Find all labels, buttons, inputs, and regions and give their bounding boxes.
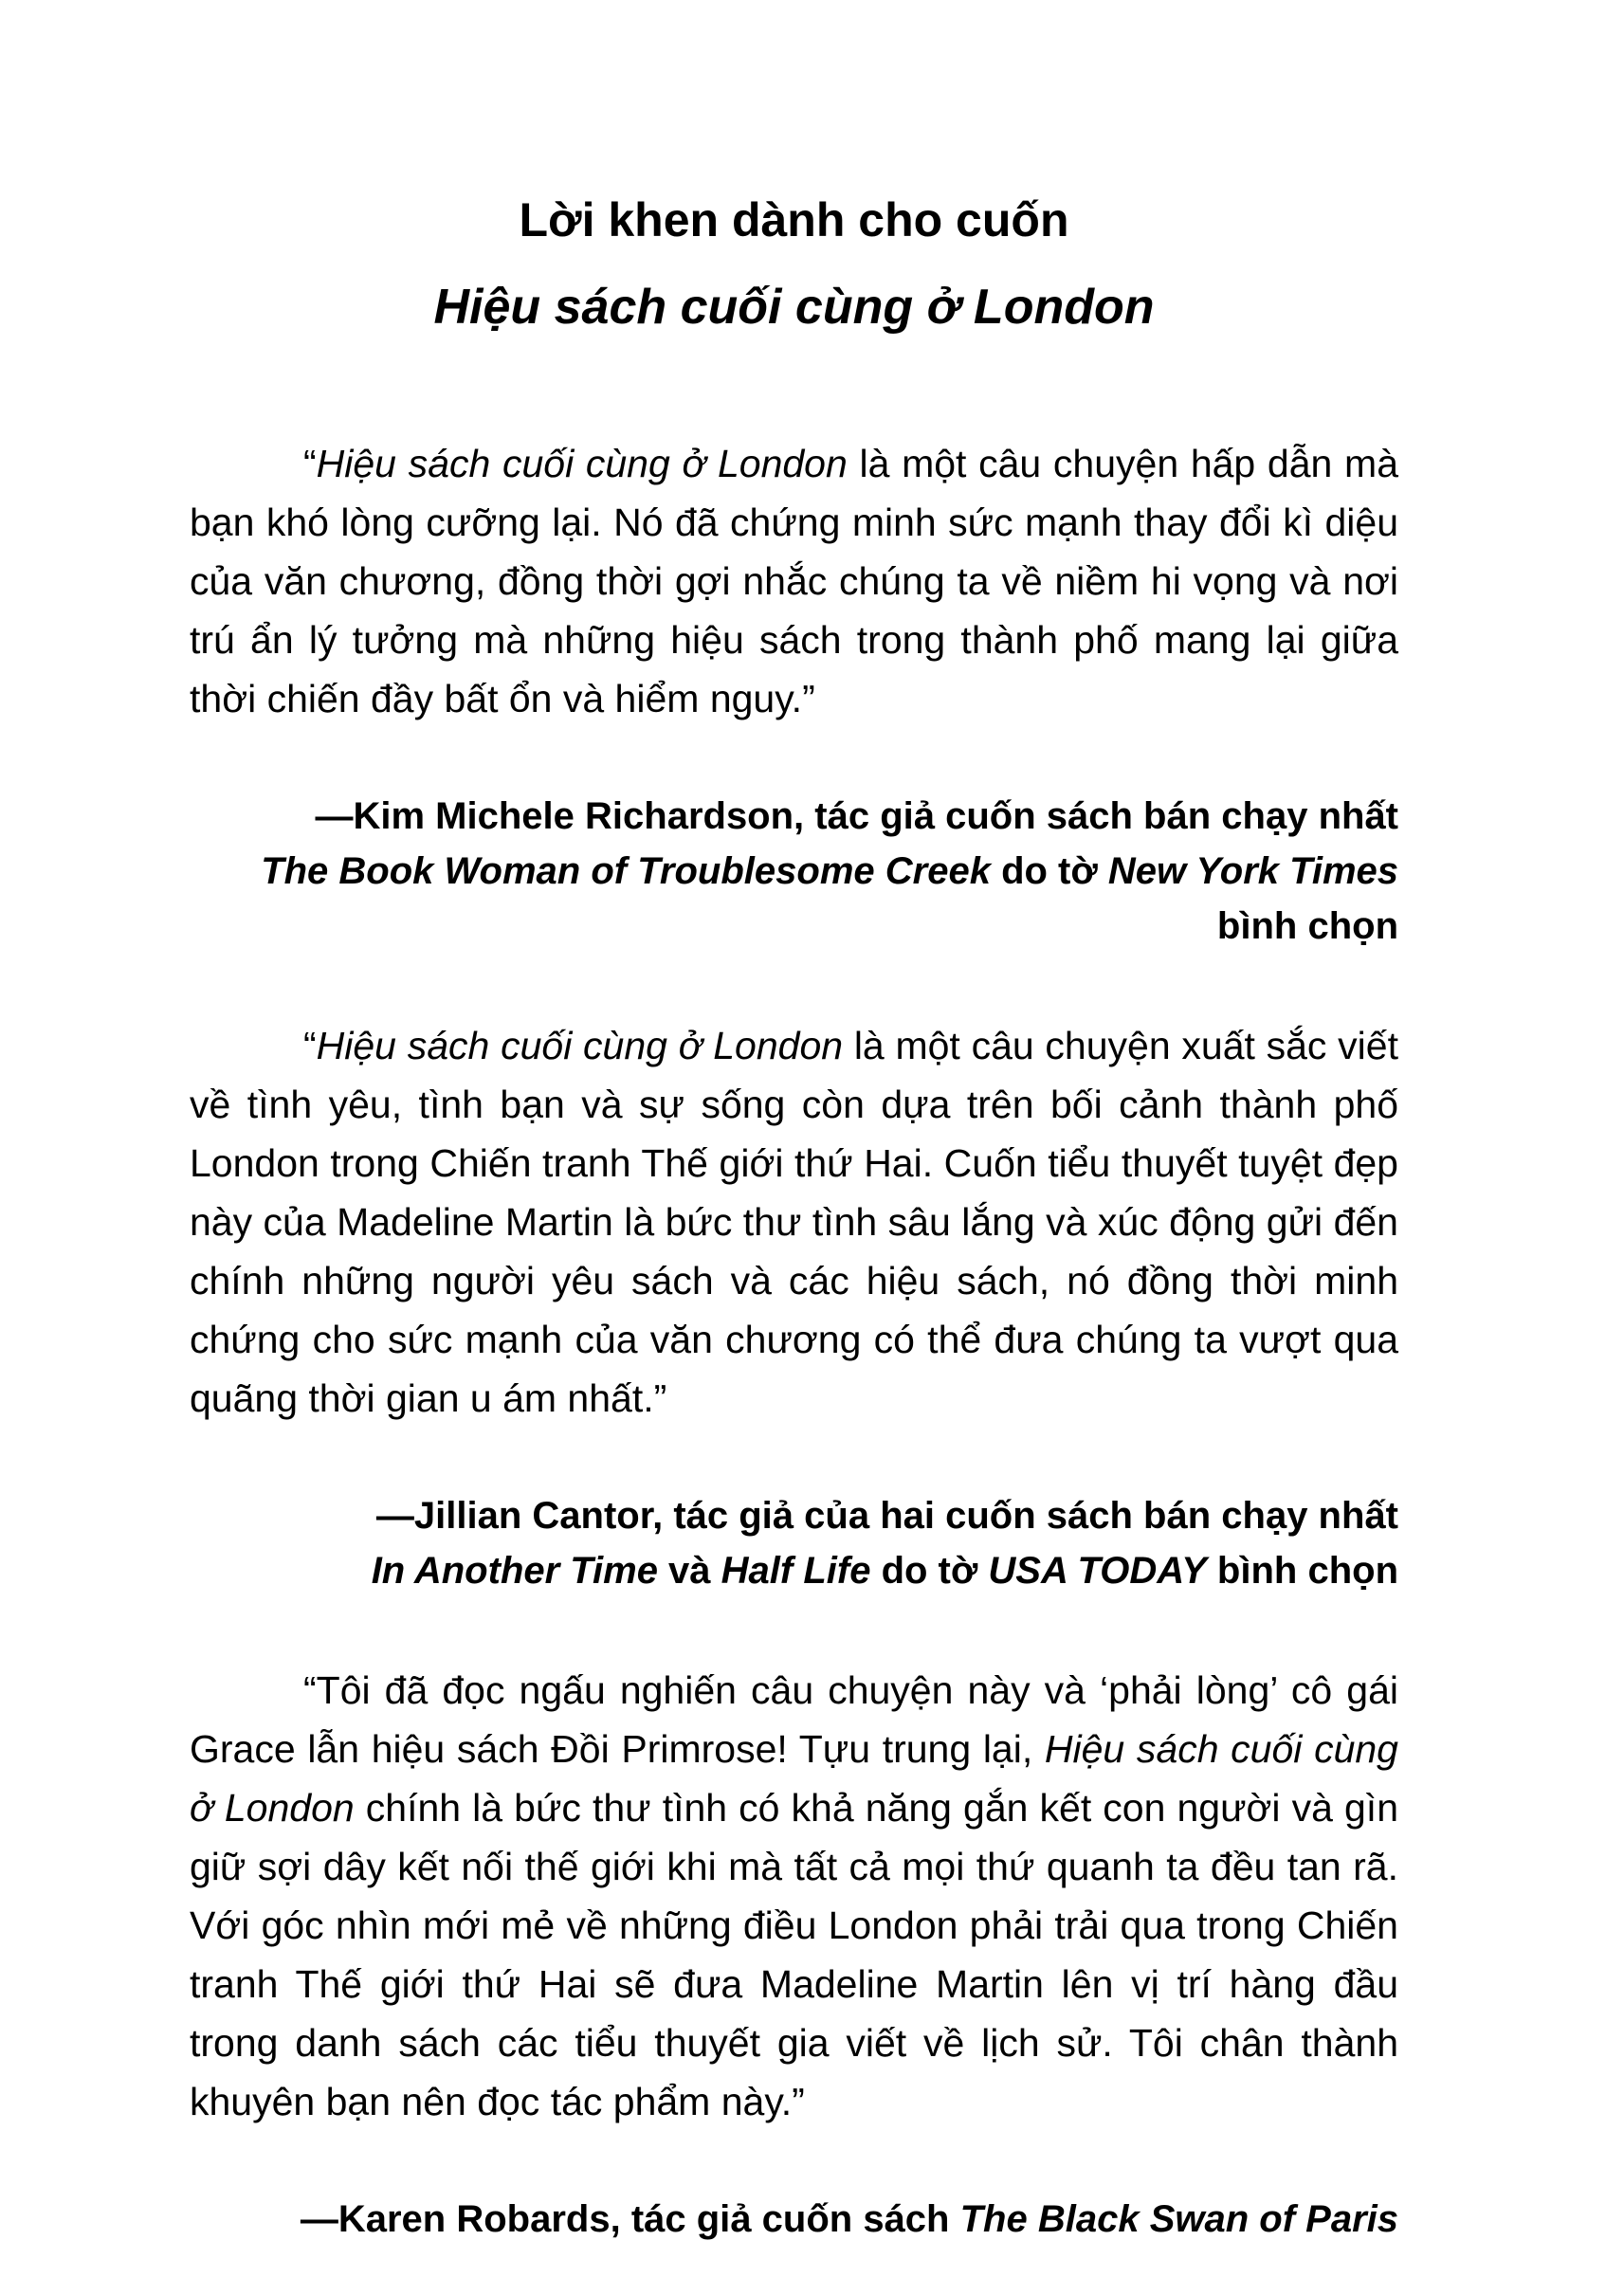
quote-block-1: [190, 434, 1398, 954]
page-title-line2-book-name: Hiệu sách cuối cùng ở London: [433, 280, 1155, 335]
quote-attribution-3: —Karen Robards, tác giả cuốn sách The Black Swan of Paris: [300, 2198, 1398, 2240]
page-title: [190, 190, 1398, 337]
quote-block-3: [190, 1661, 1398, 2247]
quote-paragraph-2: “Hiệu sách cuối cùng ở London là một câu chuyện xuất sắc viết về tình yêu, tình bạn và sự sống còn dựa trên bối cảnh thành phố London trong Chiến tranh Thế giới thứ Hai. Cuốn tiểu thuyết tuyệt đẹp này của Madeline Martin là bức thư tình sâu lắng và xúc động gửi đến chính những người yêu sách và các hiệu sách, nó đồng thời minh chứng cho sức mạnh của văn chương có thể đưa chúng ta vượt qua quãng thời gian u ám nhất.”: [190, 1024, 1398, 1420]
quote-attribution-2: —Jillian Cantor, tác giả của hai cuốn sách bán chạy nhất In Another Time và Half Life do tờ USA TODAY bình chọn: [371, 1495, 1398, 1592]
quote-block-2: [190, 1016, 1398, 1598]
quote-paragraph-3: “Tôi đã đọc ngấu nghiến câu chuyện này và ‘phải lòng’ cô gái Grace lẫn hiệu sách Đồi Primrose! Tựu trung lại, Hiệu sách cuối cùng ở London chính là bức thư tình có khả năng gắn kết con người và gìn giữ sợi dây kết nối thế giới khi mà tất cả mọi thứ quanh ta đều tan rã. Với góc nhìn mới mẻ về những điều London phải trải qua trong Chiến tranh Thế giới thứ Hai sẽ đưa Madeline Martin lên vị trí hàng đầu trong danh sách các tiểu thuyết gia viết về lịch sử. Tôi chân thành khuyên bạn nên đọc tác phẩm này.”: [190, 1668, 1398, 2123]
quote-attribution-1: —Kim Michele Richardson, tác giả cuốn sách bán chạy nhất The Book Woman of Troublesome Creek do tờ New York Times bình chọn: [261, 795, 1398, 947]
page-title-line1: Lời khen dành cho cuốn: [519, 193, 1069, 246]
quote-paragraph-1: “Hiệu sách cuối cùng ở London là một câu chuyện hấp dẫn mà bạn khó lòng cưỡng lại. Nó đã chứng minh sức mạnh thay đổi kì diệu của văn chương, đồng thời gợi nhắc chúng ta về niềm hi vọng và nơi trú ẩn lý tưởng mà những hiệu sách trong thành phố mang lại giữa thời chiến đầy bất ổn và hiểm nguy.”: [190, 442, 1398, 720]
